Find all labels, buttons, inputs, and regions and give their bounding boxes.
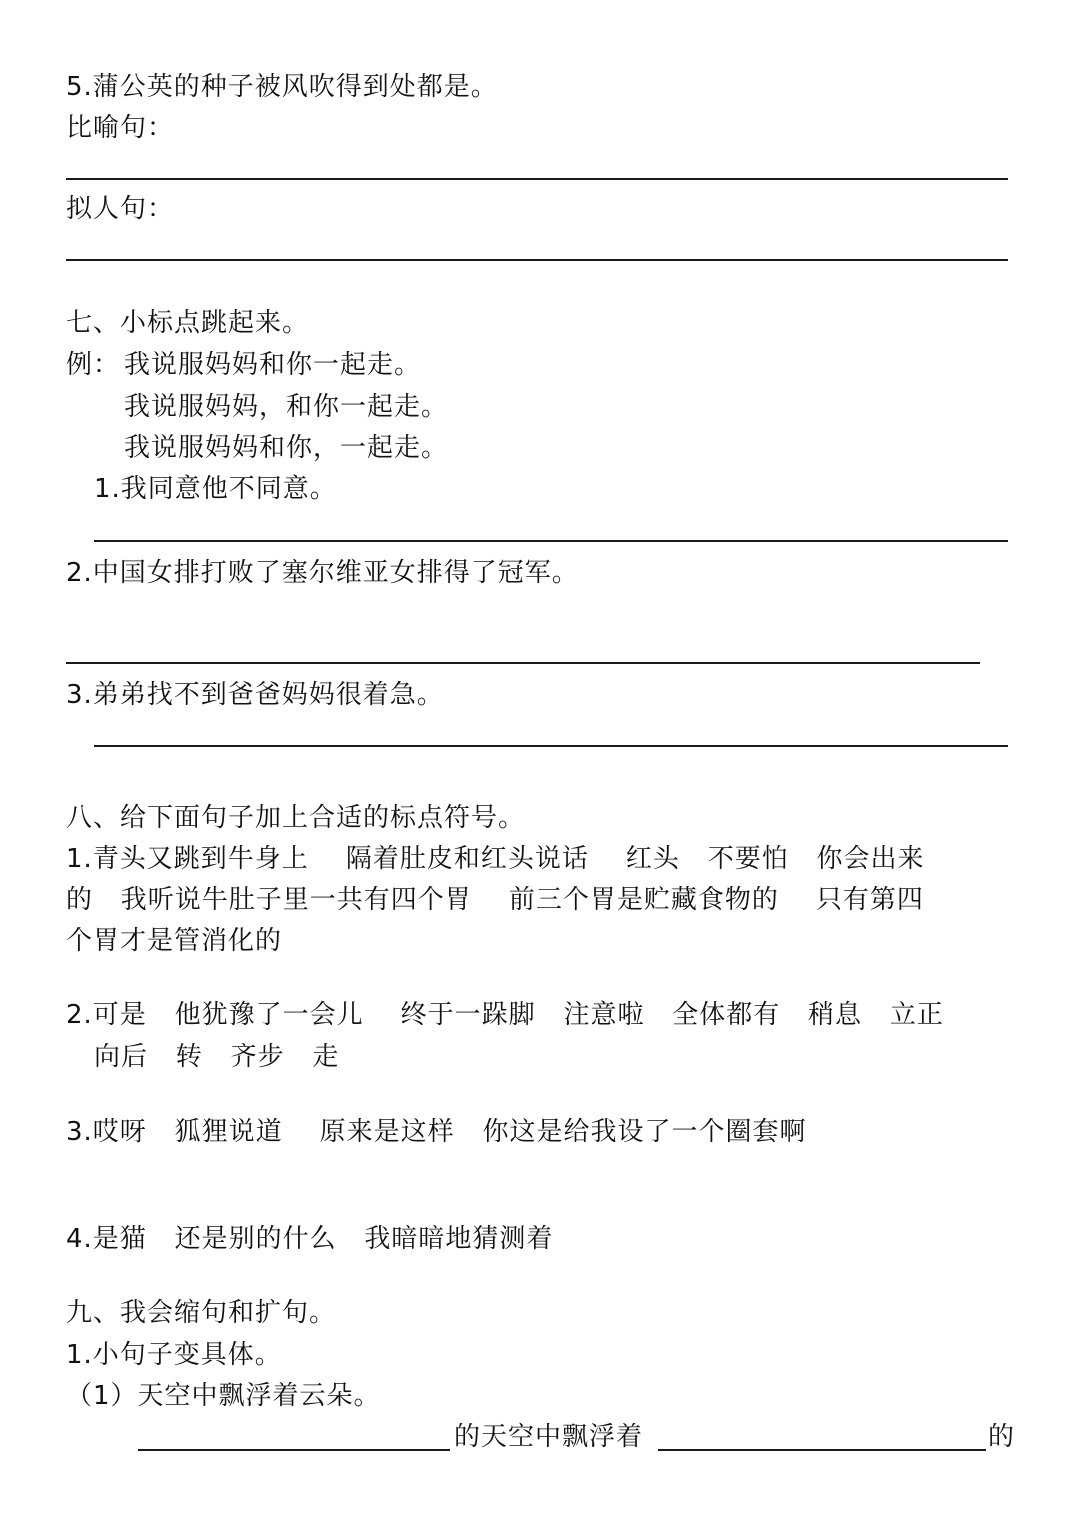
q7-item2-answer-line[interactable] — [66, 662, 980, 664]
fill-end-text: 的 — [988, 1422, 1016, 1452]
q8-item1-line3: 个胃才是管消化的 — [66, 926, 283, 956]
q7-item3: 3.弟弟找不到爸爸妈妈很着急。 — [66, 680, 444, 710]
q8-item2-line2: 向后 转 齐步 走 — [94, 1042, 340, 1072]
q9-sub1-item1: （1）天空中飘浮着云朵。 — [66, 1381, 381, 1411]
q7-example-2: 我说服妈妈，和你一起走。 — [124, 392, 449, 422]
q7-item2: 2.中国女排打败了塞尔维亚女排得了冠军。 — [66, 558, 579, 588]
q9-title: 九、我会缩句和扩句。 — [66, 1298, 337, 1328]
q7-example-3: 我说服妈妈和你，一起走。 — [124, 433, 449, 463]
q7-example-1: 我说服妈妈和你一起走。 — [124, 350, 422, 380]
q8-item4: 4.是猫 还是别的什么 我暗暗地猜测着 — [66, 1224, 554, 1254]
fill-mid-text: 的天空中飘浮着 — [454, 1422, 644, 1452]
fill-blank-2[interactable] — [658, 1449, 986, 1451]
personification-answer-line[interactable] — [66, 259, 1008, 261]
q7-item1-answer-line[interactable] — [94, 540, 1008, 542]
q8-item3: 3.哎呀 狐狸说道 原来是这样 你这是给我设了一个圈套啊 — [66, 1117, 807, 1147]
q8-item1-line2: 的 我听说牛肚子里一共有四个胃 前三个胃是贮藏食物的 只有第四 — [66, 885, 924, 915]
q7-item1: 1.我同意他不同意。 — [94, 474, 337, 504]
q8-item1-line1: 1.青头又跳到牛身上 隔着肚皮和红头说话 红头 不要怕 你会出来 — [66, 844, 925, 874]
fill-blank-1[interactable] — [138, 1449, 450, 1451]
personification-label: 拟人句： — [66, 194, 175, 224]
q7-title: 七、小标点跳起来。 — [66, 308, 310, 338]
q7-item3-answer-line[interactable] — [94, 745, 1008, 747]
q6-item5: 5.蒲公英的种子被风吹得到处都是。 — [66, 72, 498, 102]
q9-sub1: 1.小句子变具体。 — [66, 1340, 282, 1370]
simile-answer-line[interactable] — [66, 178, 1008, 180]
q8-title: 八、给下面句子加上合适的标点符号。 — [66, 803, 526, 833]
q7-example-label: 例： — [66, 350, 121, 380]
simile-label: 比喻句： — [66, 113, 175, 143]
q8-item2-line1: 2.可是 他犹豫了一会儿 终于一跺脚 注意啦 全体都有 稍息 立正 — [66, 1000, 944, 1030]
